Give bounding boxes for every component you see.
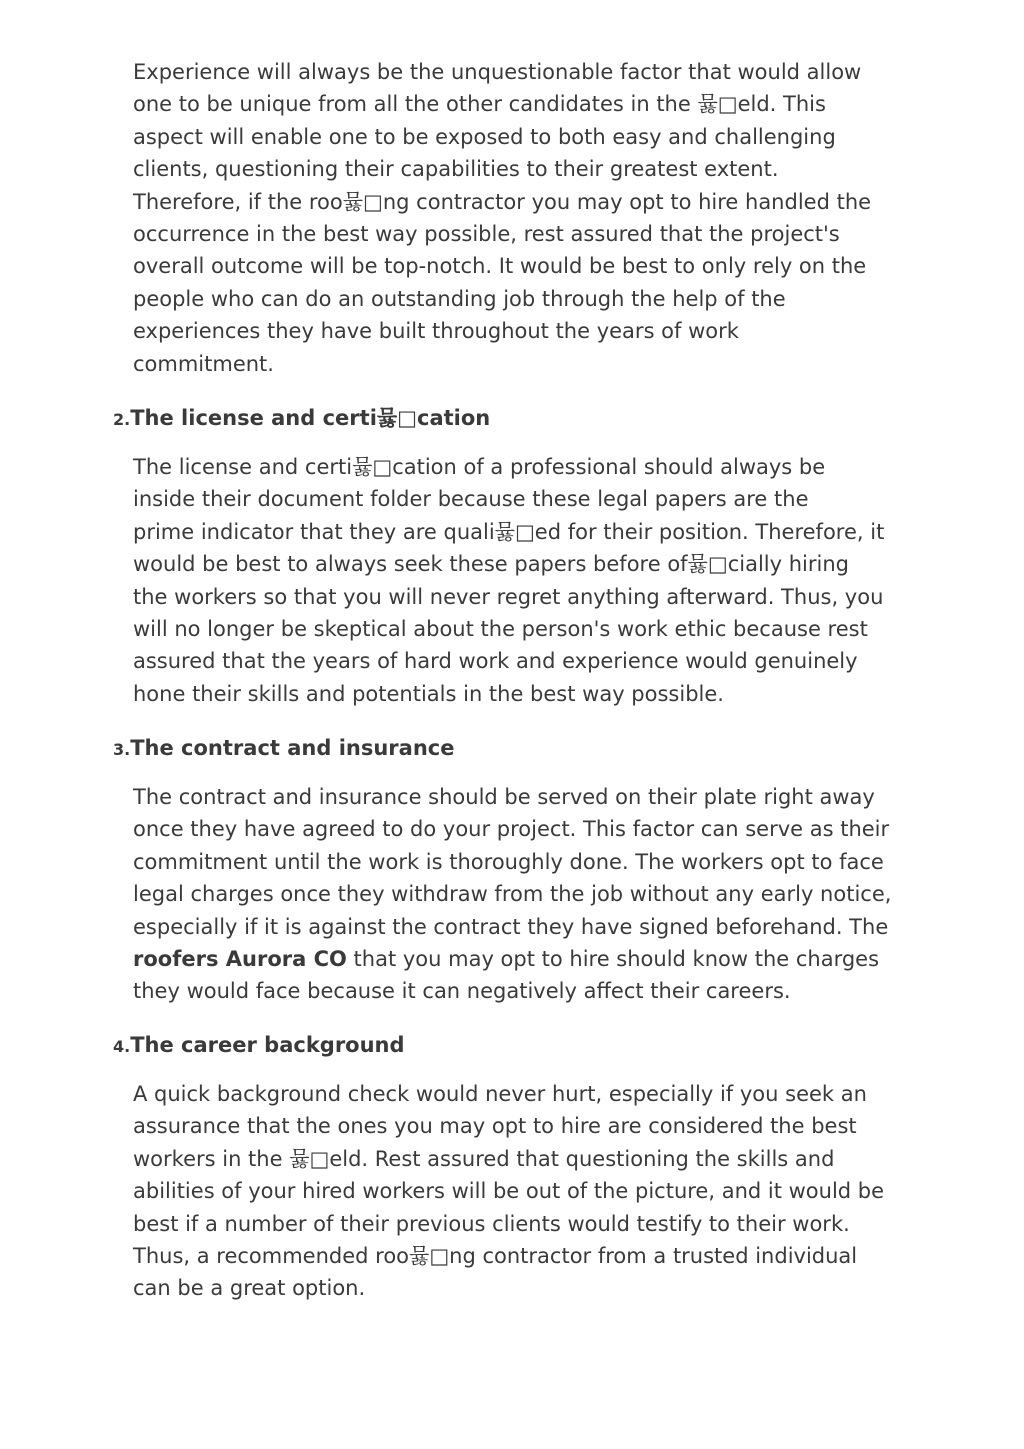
paragraph-line: will no longer be skeptical about the person's work ethic because rest (133, 617, 868, 642)
paragraph-line: Thus, a recommended roo뮳□ng contractor from a trusted individual (133, 1244, 858, 1269)
career-paragraph (133, 1078, 973, 1305)
paragraph-line: would be best to always seek these papers before of뮳□cially hiring (133, 552, 849, 577)
paragraph-line: hone their skills and potentials in the best way possible. (133, 681, 724, 706)
paragraph-line: best if a number of their previous clients would testify to their work. (133, 1211, 850, 1236)
paragraph-line: Experience will always be the unquestionable factor that would allow (133, 60, 862, 84)
paragraph-line: The contract and insurance should be served on their plate right away (133, 785, 875, 809)
paragraph-line: experiences they have built throughout the years of work (133, 319, 739, 344)
section-heading-license (113, 404, 490, 434)
section-number: 4. (113, 1037, 131, 1056)
paragraph-line-rest: that you may opt to hire should know the charges (346, 947, 880, 972)
paragraph-line: people who can do an outstanding job through the help of the (133, 286, 786, 311)
paragraph-line: The license and certi뮳□cation of a professional should always be (133, 455, 826, 479)
section-title: The license and certi뮳□cation (130, 406, 491, 430)
paragraph-line: clients, questioning their capabilities to their greatest extent. (133, 157, 779, 182)
section-heading-career (113, 1031, 405, 1061)
paragraph-line: aspect will enable one to be exposed to both easy and challenging (133, 124, 836, 149)
paragraph-line: prime indicator that they are quali뮳□ed for their position. Therefore, it (133, 519, 885, 544)
paragraph-line: assurance that the ones you may opt to hire are considered the best (133, 1114, 857, 1139)
license-paragraph (133, 451, 973, 710)
section-title: The contract and insurance (130, 736, 455, 760)
paragraph-line (133, 943, 973, 975)
paragraph-line: Therefore, if the roo뮳□ng contractor you may opt to hire handled the (133, 189, 872, 214)
intro-paragraph (133, 56, 973, 380)
paragraph-line: commitment until the work is thoroughly done. The workers opt to face (133, 849, 884, 874)
paragraph-line: occurrence in the best way possible, rest assured that the project's (133, 222, 840, 247)
paragraph-line: workers in the 뮳□eld. Rest assured that questioning the skills and (133, 1146, 835, 1171)
section-number: 3. (113, 740, 131, 759)
paragraph-line: once they have agreed to do your project. This factor can serve as their (133, 817, 890, 842)
contract-paragraph (133, 781, 973, 1008)
paragraph-line: assured that the years of hard work and experience would genuinely (133, 649, 858, 674)
paragraph-line: legal charges once they withdraw from the job without any early notice, (133, 882, 892, 907)
paragraph-line: overall outcome will be top-notch. It would be best to only rely on the (133, 254, 867, 279)
paragraph-line: inside their document folder because these legal papers are the (133, 487, 809, 512)
paragraph-line: they would face because it can negatively affect their careers. (133, 979, 791, 1004)
paragraph-line: especially if it is against the contract they have signed beforehand. The (133, 914, 889, 939)
roofers-aurora-keyword: roofers Aurora CO (133, 947, 347, 972)
section-title: The career background (130, 1033, 405, 1057)
paragraph-line: one to be unique from all the other candidates in the 뮳□eld. This (133, 92, 826, 117)
section-number: 2. (113, 410, 131, 429)
paragraph-line: commitment. (133, 351, 274, 376)
paragraph-line: the workers so that you will never regret anything afterward. Thus, you (133, 584, 884, 609)
section-heading-contract (113, 734, 454, 764)
paragraph-line: abilities of your hired workers will be out of the picture, and it would be (133, 1179, 885, 1204)
paragraph-line: A quick background check would never hurt, especially if you seek an (133, 1082, 867, 1106)
paragraph-line: can be a great option. (133, 1276, 366, 1301)
